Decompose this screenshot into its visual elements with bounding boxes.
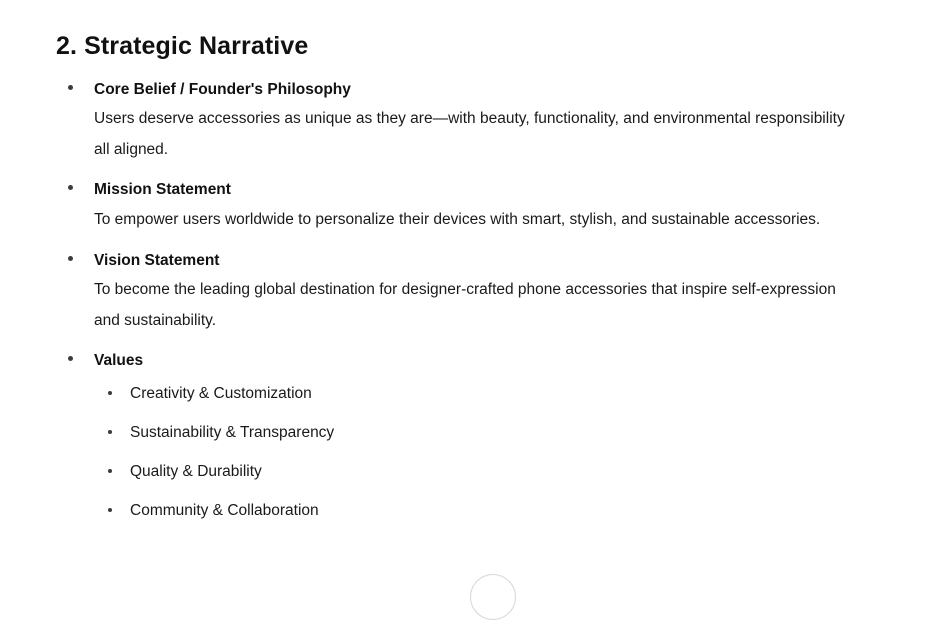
page-boundary-marker: [470, 574, 516, 620]
bullet-dot-icon: [108, 430, 112, 434]
value-label: Community & Collaboration: [130, 502, 319, 520]
bullet-dot-icon: [68, 185, 73, 190]
item-body: To become the leading global destination for designer-crafted phone accessories that inspire self-expression and sustainability.: [94, 280, 836, 329]
list-item: [94, 501, 887, 521]
list-item: [56, 179, 887, 235]
bullet-dot-icon: [108, 508, 112, 512]
bullet-dot-icon: [108, 469, 112, 473]
item-heading: Vision Statement: [94, 251, 220, 269]
value-label: Creativity & Customization: [130, 384, 312, 402]
list-item: [94, 462, 887, 482]
list-item: [56, 350, 887, 521]
values-sub-list: [94, 384, 887, 522]
item-heading: Mission Statement: [94, 181, 231, 199]
bullet-dot-icon: [68, 356, 73, 361]
page-title: 2. Strategic Narrative: [56, 32, 309, 60]
value-label: Quality & Durability: [130, 463, 262, 481]
item-heading: Core Belief / Founder's Philosophy: [94, 80, 351, 98]
bullet-dot-icon: [68, 256, 73, 261]
strategic-narrative-list: [56, 79, 887, 522]
item-heading: Values: [94, 352, 144, 370]
list-item: [94, 423, 887, 443]
list-item: [94, 384, 887, 404]
bullet-dot-icon: [68, 85, 73, 90]
list-item: [56, 250, 887, 337]
value-label: Sustainability & Transparency: [130, 423, 335, 441]
item-body: Users deserve accessories as unique as they are—with beauty, functionality, and environmental responsibility all aligned.: [94, 109, 845, 158]
item-body: To empower users worldwide to personalize their devices with smart, stylish, and sustainable accessories.: [94, 210, 821, 228]
list-item: [56, 79, 887, 166]
bullet-dot-icon: [108, 391, 112, 395]
